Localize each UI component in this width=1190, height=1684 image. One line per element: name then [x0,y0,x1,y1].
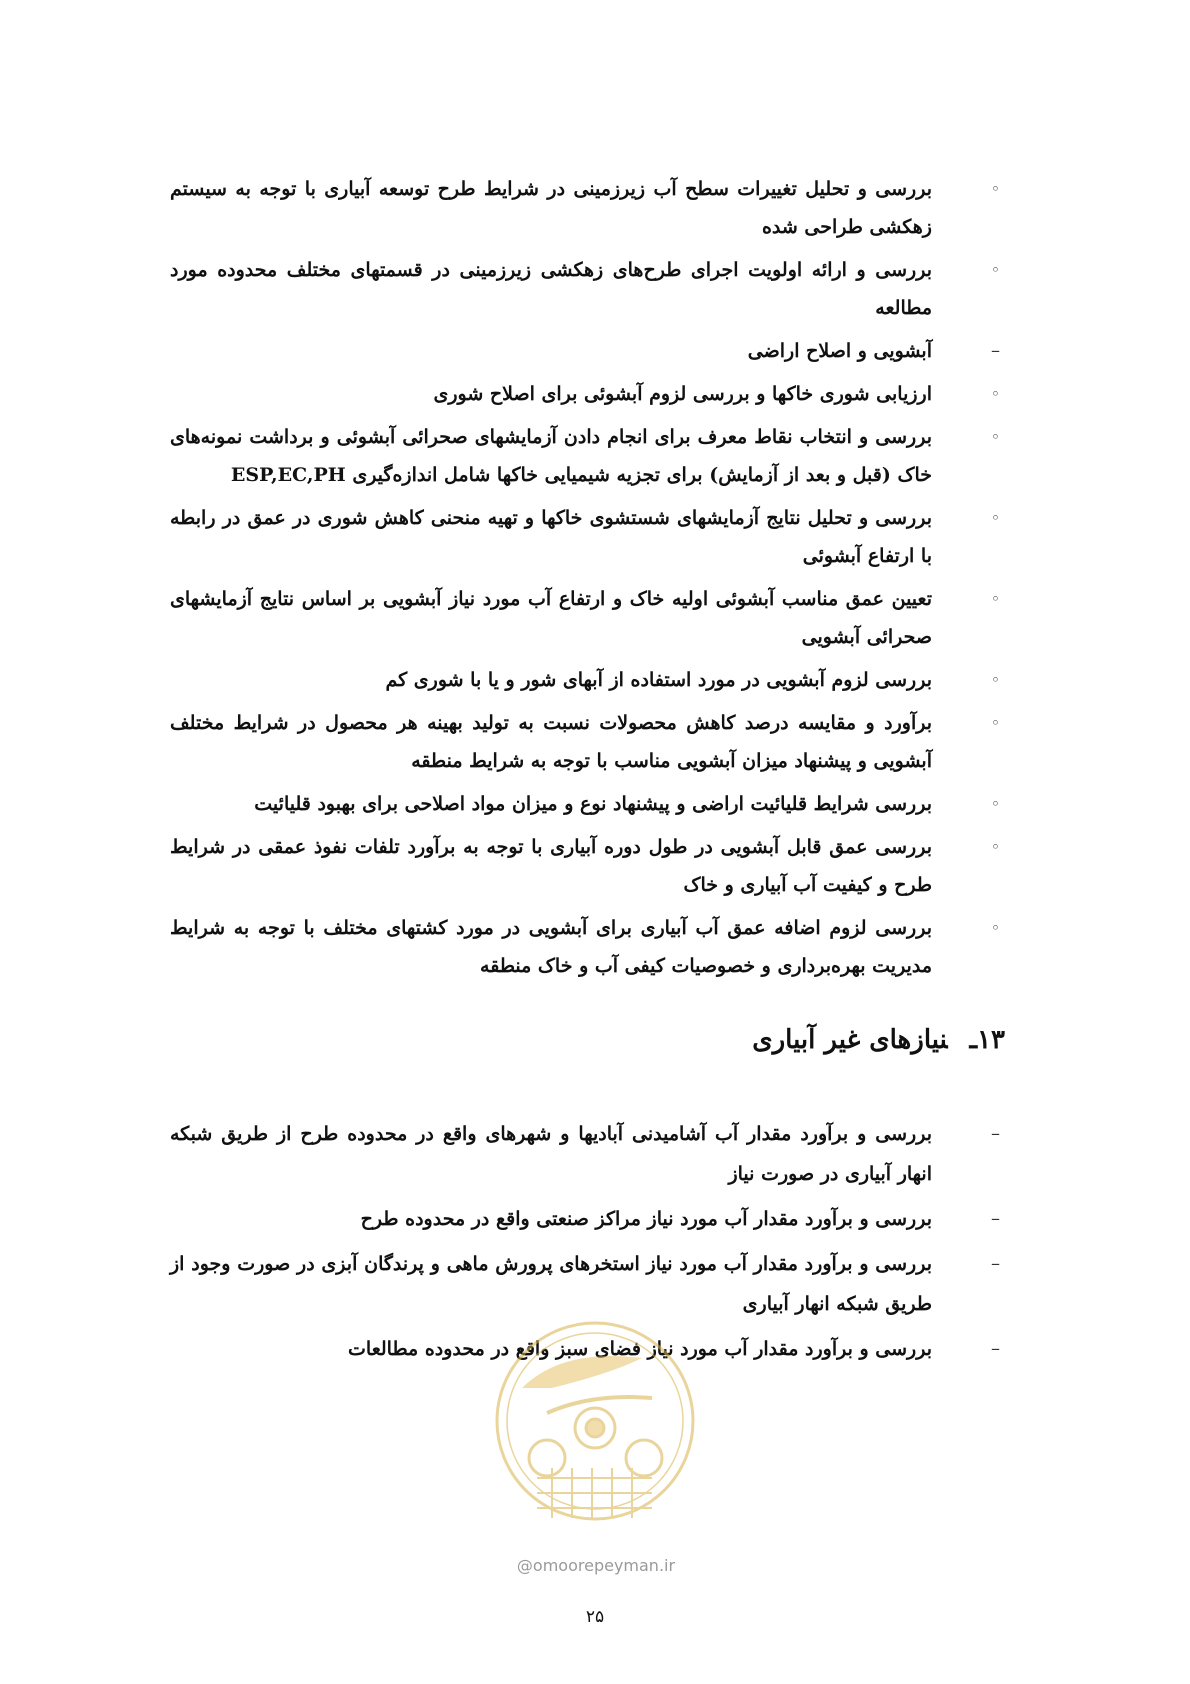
list-item-text: بررسی و برآورد مقدار آب مورد نیاز مراکز صنعتی واقع در محدوده طرح [360,1208,932,1230]
section-number: ۱۳ـ [969,1025,1005,1055]
list-item-text: بررسی و تحلیل نتایج آزمایشهای شستشوی خاکها و تهیه منحنی کاهش شوری در عمق در رابطه با ارتفاع آبشوئی [170,507,932,567]
list-item [170,1244,1000,1324]
list-item [170,661,1000,699]
bullet-dash-icon: – [991,340,1000,361]
list-item-text: بررسی و تحلیل تغییرات سطح آب زیرزمینی در شرایط طرح توسعه آبیاری با توجه به سیستم زهکشی طراحی شده [170,178,932,238]
bullet-dash-icon: – [991,1253,1000,1274]
bullet-circle-icon: ◦ [991,180,1000,198]
list-item [170,251,1000,327]
list-item-text: بررسی و برآورد مقدار آب مورد نیاز فضای سبز واقع در محدوده مطالعات [348,1338,932,1360]
list-item [170,828,1000,904]
list-item [170,1114,1000,1194]
bullet-dash-icon: – [991,1208,1000,1229]
list-drainage-leaching [170,170,1000,990]
list-item [170,704,1000,780]
list-item [170,580,1000,656]
list-item-text: تعیین عمق مناسب آبشوئی اولیه خاک و ارتفاع آب مورد نیاز آبشویی بر اساس نتایج آزمایشهای صحرائی آبشویی [170,588,932,648]
bullet-dash-icon: – [991,1338,1000,1359]
bullet-circle-icon: ◦ [991,428,1000,446]
bullet-circle-icon: ◦ [991,509,1000,527]
list-item-text: آبشویی و اصلاح اراضی [747,340,932,362]
bullet-circle-icon: ◦ [991,385,1000,403]
list-item-text: بررسی و انتخاب نقاط معرف برای انجام دادن آزمایشهای صحرائی آبشوئی و برداشت نمونه‌های خاک (قبل و بعد از آزمایش) برای تجزیه شیمیایی خاکها شامل اندازه‌گیری ESP,EC,PH [170,426,932,486]
list-item-text: بررسی لزوم اضافه عمق آب آبیاری برای آبشویی در مورد کشتهای مختلف با توجه به شرایط مدیریت بهره‌برداری و خصوصیات کیفی آب و خاک منطقه [170,917,932,977]
list-item-text: بررسی و برآورد مقدار آب آشامیدنی آبادیها و شهرهای واقع در محدوده طرح از طریق شبکه انهار آبیاری در صورت نیاز [170,1123,932,1185]
list-item-text: بررسی لزوم آبشویی در مورد استفاده از آبهای شور و یا با شوری کم [385,669,932,691]
watermark-site: @omoorepeyman.ir [516,1556,676,1575]
bullet-circle-icon: ◦ [991,671,1000,689]
bullet-dash-icon: – [991,1123,1000,1144]
list-item [170,170,1000,246]
section-title: نیازهای غیر آبیاری [752,1025,948,1055]
list-item [170,418,1000,494]
list-item-text: ارزیابی شوری خاکها و بررسی لزوم آبشوئی برای اصلاح شوری [433,383,932,405]
bullet-circle-icon: ◦ [991,714,1000,732]
list-item-section [170,332,1000,370]
list-item-text: بررسی و ارائه اولویت اجرای طرح‌های زهکشی زیرزمینی در قسمتهای مختلف محدوده مورد مطالعه [170,259,932,319]
bullet-circle-icon: ◦ [991,795,1000,813]
list-item-text: بررسی و برآورد مقدار آب مورد نیاز استخرهای پرورش ماهی و پرندگان آبزی در صورت وجود از طریق شبکه انهار آبیاری [170,1253,932,1315]
list-item [170,499,1000,575]
bullet-circle-icon: ◦ [991,261,1000,279]
bullet-circle-icon: ◦ [991,919,1000,937]
page-number: ۲۵ [585,1607,605,1627]
list-item-text: برآورد و مقایسه درصد کاهش محصولات نسبت به تولید بهینه هر محصول در شرایط مختلف آبشویی و پیشنهاد میزان آبشویی مناسب با توجه به شرایط منطقه [170,712,932,772]
list-item-text: بررسی عمق قابل آبشویی در طول دوره آبیاری با توجه به برآورد تلفات نفوذ عمقی در شرایط طرح و کیفیت آب آبیاری و خاک [170,836,932,896]
list-item [170,785,1000,823]
section-heading [405,1025,1005,1055]
bullet-circle-icon: ◦ [991,838,1000,856]
list-item [170,909,1000,985]
list-item-text: بررسی شرایط قلیائیت اراضی و پیشنهاد نوع و میزان مواد اصلاحی برای بهبود قلیائیت [254,793,932,815]
list-item [170,1199,1000,1239]
list-item [170,375,1000,413]
bullet-circle-icon: ◦ [991,590,1000,608]
